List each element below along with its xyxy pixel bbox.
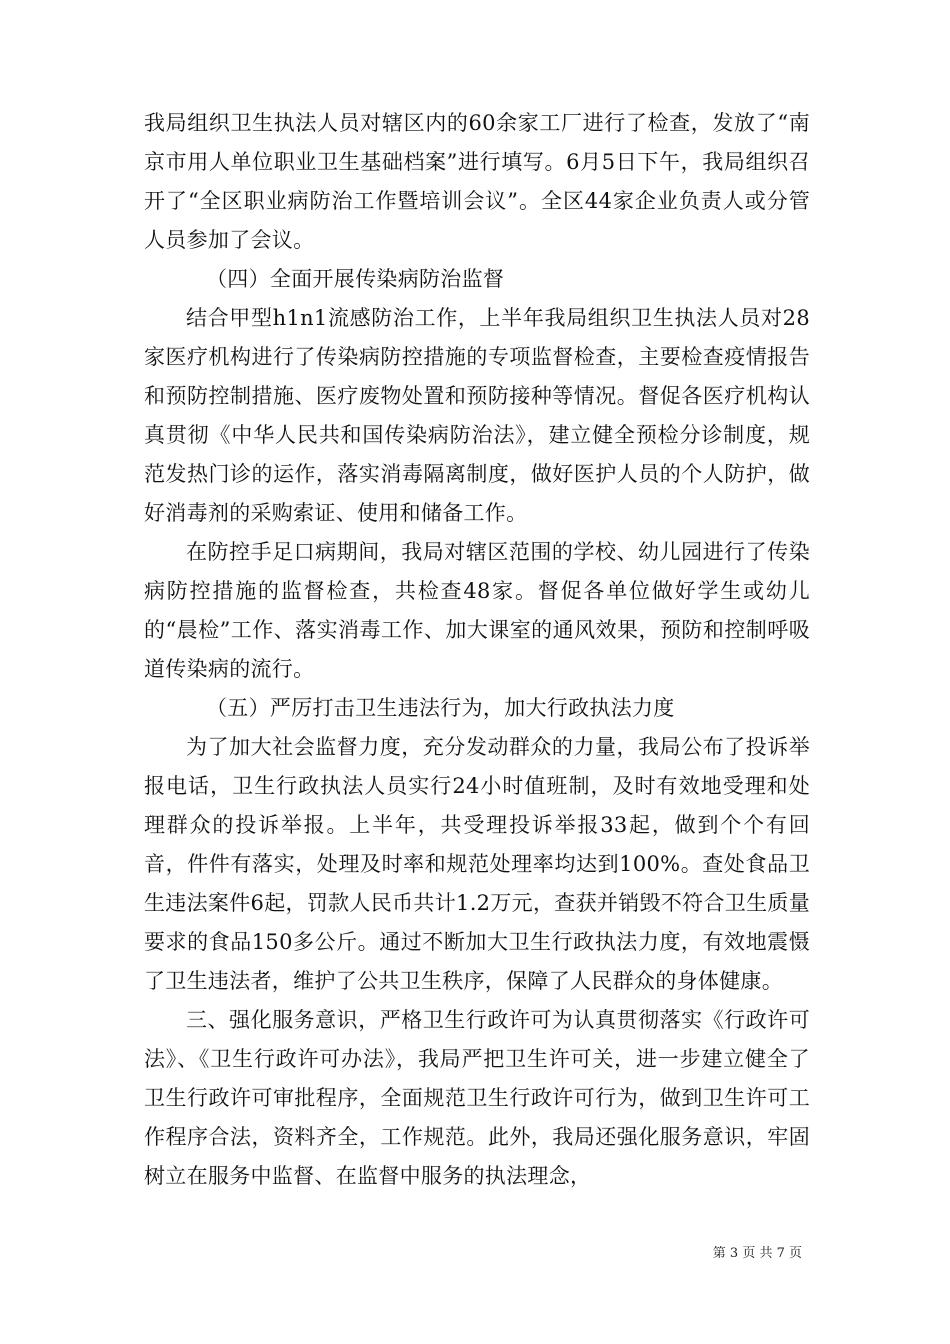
subheading-enforcement: （五）严厉打击卫生违法行为，加大行政执法力度 — [206, 696, 675, 720]
paragraph-h1n1-inspection: 结合甲型h1n1流感防治工作，上半年我局组织卫生执法人员对28家医疗机构进行了传染病防控措施的专项监督检查，主要检查疫情报告和预防控制措施、医疗废物处置和预防接种等情况。督促各医疗机构认真贯彻《中华人民共和国传染病防治法》，建立健全预检分诊制度，规范发热门诊的运作，落实消毒隔离制度，做好医护人员的个人防护，做好消毒剂的采购索证、使用和储备工作。 — [144, 306, 810, 525]
paragraph-administrative-licensing: 三、强化服务意识，严格卫生行政许可为认真贯彻落实《行政许可法》、《卫生行政许可办法》，我局严把卫生许可关，进一步建立健全了卫生行政许可审批程序，全面规范卫生行政许可行为，做到卫生许可工作程序合法，资料齐全，工作规范。此外，我局还强化服务意识，牢固树立在服务中监督、在监督中服务的执法理念， — [144, 1008, 810, 1188]
document-body — [144, 104, 810, 1196]
page-number: 第 3 页 共 7 页 — [712, 1246, 802, 1261]
paragraph-complaint-handling: 为了加大社会监督力度，充分发动群众的力量，我局公布了投诉举报电话，卫生行政执法人员实行24小时值班制，及时有效地受理和处理群众的投诉举报。上半年，共受理投诉举报33起，做到个个有回音，件件有落实，处理及时率和规范处理率均达到100%。查处食品卫生违法案件6起，罚款人民币共计1.2万元，查获并销毁不符合卫生质量要求的食品150多公斤。通过不断加大卫生行政执法力度，有效地震慑了卫生违法者，维护了公共卫生秩序，保障了人民群众的身体健康。 — [144, 735, 810, 993]
paragraph-hand-foot-mouth-inspection: 在防控手足口病期间，我局对辖区范围的学校、幼儿园进行了传染病防控措施的监督检查，共检查48家。督促各单位做好学生或幼儿的“晨检”工作、落实消毒工作、加大课室的通风效果，预防和控制呼吸道传染病的流行。 — [144, 540, 810, 681]
paragraph-occupational-health-continued: 我局组织卫生执法人员对辖区内的60余家工厂进行了检查，发放了“南京市用人单位职业卫生基础档案”进行填写。6月5日下午，我局组织召开了“全区职业病防治工作暨培训会议”。全区44家企业负责人或分管人员参加了会议。 — [144, 111, 810, 252]
subheading-infectious-disease-supervision: （四）全面开展传染病防治监督 — [206, 267, 505, 291]
